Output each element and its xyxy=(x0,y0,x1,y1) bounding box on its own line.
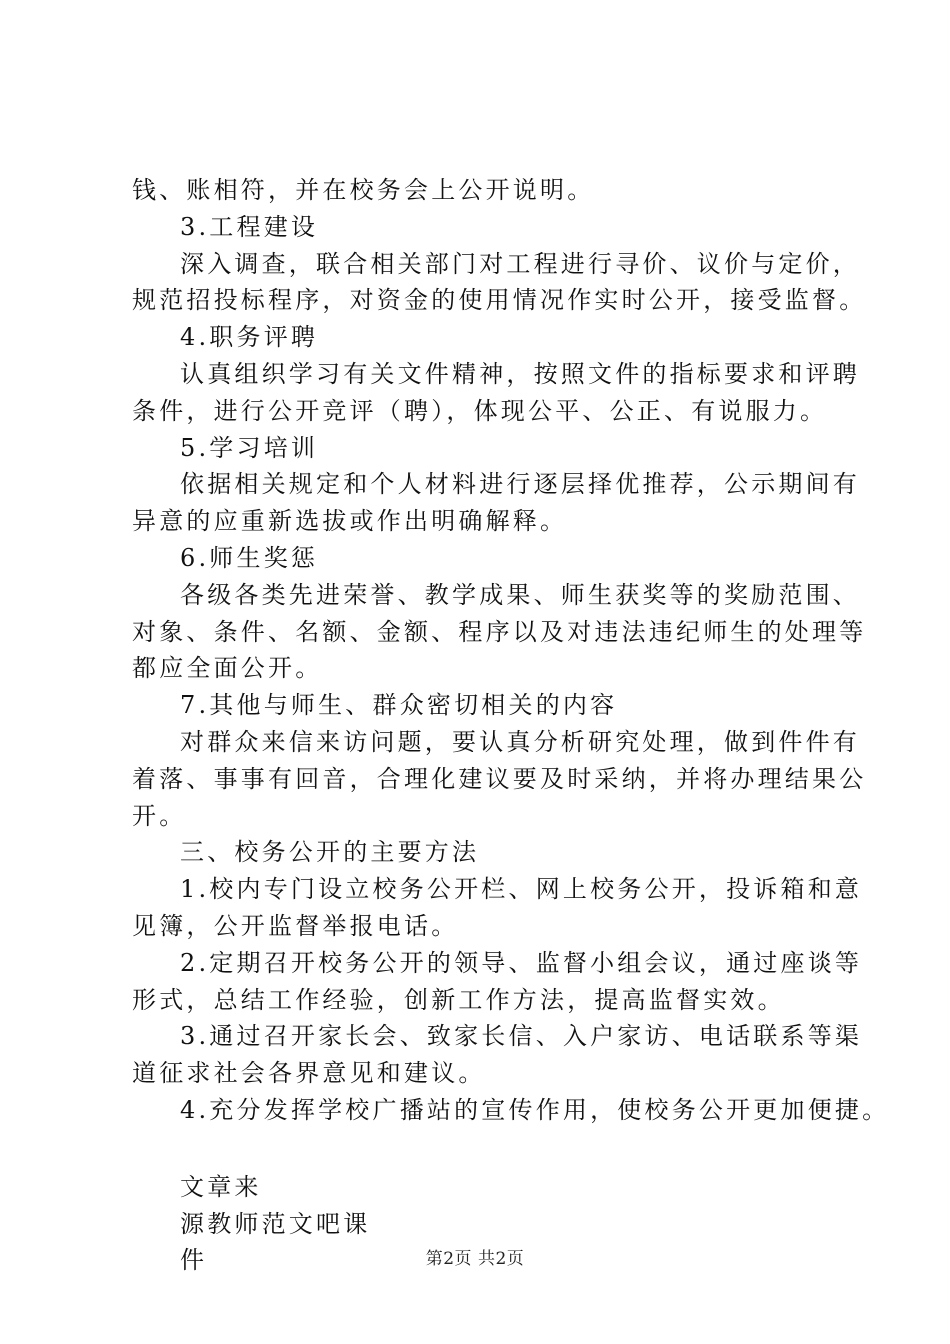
chapter-heading: 三、校务公开的主要方法 xyxy=(180,838,480,867)
text-line: 对象、条件、名额、金额、程序以及对违法违纪师生的处理等 xyxy=(132,617,867,646)
text-line: 规范招投标程序，对资金的使用情况作实时公开，接受监督。 xyxy=(132,286,867,315)
text-line: 钱、账相符，并在校务会上公开说明。 xyxy=(132,176,595,204)
section-heading: 3.工程建设 xyxy=(180,212,319,241)
spacer xyxy=(132,1129,852,1169)
page-number: 第2页 共2页 xyxy=(425,1249,525,1269)
section-heading: 5.学习培训 xyxy=(180,433,319,462)
text-line: 4.充分发挥学校广播站的宣传作用，使校务公开更加便捷。 xyxy=(180,1095,890,1124)
section-heading: 7.其他与师生、群众密切相关的内容 xyxy=(180,691,618,720)
text-line: 3.通过召开家长会、致家长信、入户家访、电话联系等渠 xyxy=(180,1022,863,1051)
source-note-line: 文章来 xyxy=(180,1172,262,1201)
text-line: 各级各类先进荣誉、教学成果、师生获奖等的奖励范围、 xyxy=(180,580,860,609)
text-line: 道征求社会各界意见和建议。 xyxy=(132,1059,486,1088)
text-line: 都应全面公开。 xyxy=(132,654,323,683)
document-body xyxy=(132,172,890,1279)
text-line: 依据相关规定和个人材料进行逐层择优推荐，公示期间有 xyxy=(180,470,860,499)
text-line: 1.校内专门设立校务公开栏、网上校务公开，投诉箱和意 xyxy=(180,875,863,904)
text-line: 深入调查，联合相关部门对工程进行寻价、议价与定价， xyxy=(180,249,860,278)
text-line: 对群众来信来访问题，要认真分析研究处理，做到件件有 xyxy=(180,727,860,756)
text-line: 开。 xyxy=(132,801,187,830)
text-line: 异意的应重新选拔或作出明确解释。 xyxy=(132,507,568,536)
text-line: 2.定期召开校务公开的领导、监督小组会议，通过座谈等 xyxy=(180,948,863,977)
source-note-line: 源教师范文吧课 xyxy=(180,1209,371,1238)
section-heading: 6.师生奖惩 xyxy=(180,543,319,572)
text-line: 形式，总结工作经验，创新工作方法，提高监督实效。 xyxy=(132,985,785,1014)
text-line: 认真组织学习有关文件精神，按照文件的指标要求和评聘 xyxy=(180,359,860,388)
text-line: 见簿，公开监督举报电话。 xyxy=(132,911,459,940)
text-line: 着落、事事有回音，合理化建议要及时采纳，并将办理结果公 xyxy=(132,764,867,793)
text-line: 条件，进行公开竞评（聘），体现公平、公正、有说服力。 xyxy=(132,396,828,425)
section-heading: 4.职务评聘 xyxy=(180,323,319,352)
source-note-line: 件 xyxy=(180,1246,208,1275)
